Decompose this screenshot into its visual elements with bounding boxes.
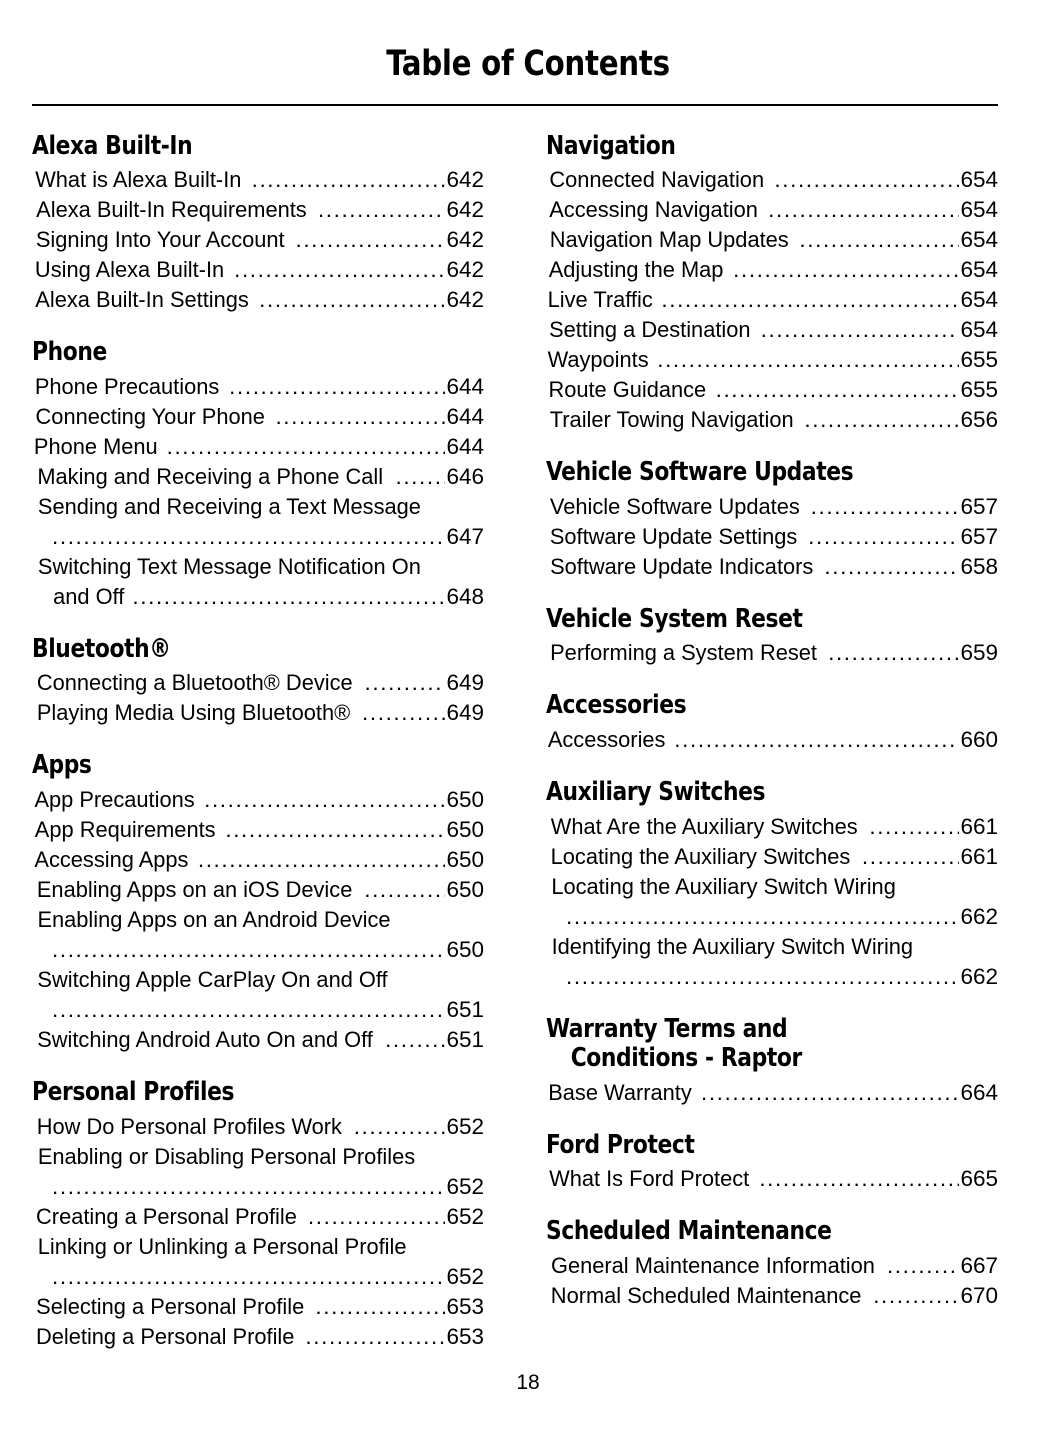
toc-entry[interactable]	[32, 1292, 484, 1322]
dot-leader	[308, 1202, 446, 1232]
toc-entry[interactable]	[32, 875, 484, 905]
toc-entry-title: Phone Precautions	[34, 373, 220, 399]
toc-entry[interactable]	[32, 1202, 484, 1232]
dot-leader	[733, 255, 959, 285]
dot-leader	[315, 1292, 445, 1322]
toc-entry[interactable]	[32, 462, 484, 492]
toc-page-number: 662	[960, 903, 998, 929]
toc-page-number: 655	[960, 377, 998, 403]
toc-entry[interactable]	[546, 932, 998, 992]
toc-entry-title-line	[32, 905, 484, 935]
toc-entry-title: Trailer Towing Navigation	[549, 407, 794, 433]
toc-entry[interactable]	[546, 872, 998, 932]
toc-entry-title: Normal Scheduled Maintenance	[550, 1282, 862, 1308]
dot-leader	[674, 725, 959, 755]
toc-page-number: 650	[446, 937, 484, 963]
toc-page-number: 650	[446, 817, 484, 843]
dot-leader	[252, 165, 446, 195]
toc-page-number: 665	[960, 1166, 998, 1192]
toc-page-number: 644	[446, 373, 484, 399]
toc-page-number: 649	[446, 700, 484, 726]
toc-page-number: 661	[960, 813, 998, 839]
toc-page-number: 657	[960, 493, 998, 519]
toc-page-number: 646	[446, 463, 484, 489]
toc-entry[interactable]	[32, 402, 484, 432]
dot-leader	[362, 698, 445, 728]
toc-entry[interactable]	[546, 405, 998, 435]
toc-entry[interactable]	[32, 492, 484, 552]
dot-leader	[824, 552, 959, 582]
toc-entry-title: What Are the Auxiliary Switches	[550, 813, 858, 839]
dot-leader	[259, 285, 445, 315]
toc-entry-title: General Maintenance Information	[551, 1252, 875, 1278]
page-title: Table of Contents	[386, 44, 670, 84]
dot-leader	[167, 432, 446, 462]
toc-entry[interactable]	[32, 845, 484, 875]
toc-page-number: 650	[446, 847, 484, 873]
toc-entry-title: Accessories	[547, 727, 666, 753]
toc-page-number: 654	[960, 317, 998, 343]
dot-leader	[52, 995, 445, 1025]
toc-entry-title: Playing Media Using Bluetooth®	[36, 700, 351, 726]
toc-entry[interactable]	[546, 195, 998, 225]
dot-leader	[716, 375, 960, 405]
dot-leader	[198, 845, 446, 875]
toc-columns	[32, 132, 998, 1352]
toc-entry[interactable]	[32, 1142, 484, 1202]
toc-page-number: 653	[446, 1323, 484, 1349]
toc-section	[32, 635, 484, 729]
section-heading-line: Conditions - Raptor	[570, 1043, 802, 1074]
toc-entry[interactable]	[32, 285, 484, 315]
toc-entry-title: What is Alexa Built-In	[35, 167, 242, 193]
toc-entry[interactable]	[32, 1232, 484, 1292]
toc-entry[interactable]	[546, 1281, 998, 1311]
toc-entry-title: Enabling Apps on an Android Device	[37, 907, 391, 933]
toc-entry-title: Deleting a Personal Profile	[35, 1323, 295, 1349]
toc-entry[interactable]	[32, 195, 484, 225]
toc-entry-title: Selecting a Personal Profile	[36, 1293, 305, 1319]
toc-page-number: 657	[960, 523, 998, 549]
toc-entry[interactable]	[546, 375, 998, 405]
dot-leader	[234, 255, 445, 285]
section-heading-line: Warranty Terms and	[546, 1013, 788, 1044]
dot-leader	[661, 285, 959, 315]
toc-page-number: 656	[960, 407, 998, 433]
section-heading: Personal Profiles	[32, 1077, 235, 1108]
toc-page-number: 642	[446, 167, 484, 193]
toc-page-number: 662	[960, 963, 998, 989]
toc-page-number: 660	[960, 727, 998, 753]
toc-section	[546, 1015, 998, 1108]
dot-leader	[365, 668, 446, 698]
section-heading: Alexa Built-In	[32, 130, 193, 161]
toc-section	[546, 1131, 998, 1195]
toc-entry[interactable]	[546, 315, 998, 345]
toc-entry[interactable]	[546, 842, 998, 872]
dot-leader	[318, 195, 446, 225]
toc-entry-title-line	[32, 492, 484, 522]
toc-entry-title: Identifying the Auxiliary Switch Wiring	[551, 933, 914, 959]
toc-entry[interactable]	[32, 432, 484, 462]
toc-page-number: 670	[960, 1282, 998, 1308]
toc-entry-title: Adjusting the Map	[548, 257, 724, 283]
dot-leader	[759, 1164, 959, 1194]
toc-page-number: 654	[960, 257, 998, 283]
dot-leader	[701, 1078, 959, 1108]
section-heading: Scheduled Maintenance	[546, 1216, 832, 1247]
toc-page-number: 642	[446, 257, 484, 283]
page-number: 18	[516, 1371, 540, 1394]
toc-entry[interactable]	[32, 372, 484, 402]
toc-page-number: 642	[446, 197, 484, 223]
dot-leader	[275, 402, 445, 432]
toc-section	[546, 778, 998, 992]
toc-entry[interactable]	[32, 255, 484, 285]
dot-leader	[566, 962, 959, 992]
toc-entry[interactable]	[546, 285, 998, 315]
toc-entry-title: Locating the Auxiliary Switches	[550, 843, 851, 869]
toc-entry-title: Connected Navigation	[549, 167, 765, 193]
section-heading: Vehicle System Reset	[546, 603, 803, 634]
toc-entry-title: Navigation Map Updates	[549, 227, 789, 253]
toc-entry-title: Accessing Apps	[34, 847, 189, 873]
toc-page-number: 652	[446, 1203, 484, 1229]
toc-entry[interactable]	[32, 965, 484, 1025]
toc-page-number: 652	[446, 1173, 484, 1199]
toc-entry[interactable]	[32, 552, 484, 612]
dot-leader	[385, 1025, 445, 1055]
dot-leader	[768, 195, 959, 225]
toc-entry-title: Accessing Navigation	[549, 197, 758, 223]
toc-entry-title: Connecting Your Phone	[35, 403, 265, 429]
dot-leader	[295, 225, 445, 255]
section-heading: Apps	[32, 750, 92, 781]
toc-entry[interactable]	[32, 668, 484, 698]
dot-leader	[887, 1251, 960, 1281]
toc-page-number: 649	[446, 670, 484, 696]
toc-entry[interactable]	[32, 1112, 484, 1142]
toc-entry[interactable]	[32, 698, 484, 728]
title-divider	[32, 104, 998, 106]
toc-entry-title: Performing a System Reset	[550, 640, 817, 666]
toc-page-number: 644	[446, 433, 484, 459]
toc-entry-title: Using Alexa Built-In	[34, 257, 225, 283]
toc-entry-title-line	[32, 1142, 484, 1172]
toc-section	[32, 751, 484, 1055]
toc-entry-title: Software Update Settings	[549, 523, 798, 549]
toc-entry-title: Enabling Apps on an iOS Device	[36, 877, 353, 903]
dot-leader	[811, 492, 960, 522]
dot-leader	[52, 1172, 445, 1202]
toc-entry-leader-line	[546, 902, 998, 932]
toc-entry-title: Switching Apple CarPlay On and Off	[37, 967, 388, 993]
dot-leader	[52, 935, 445, 965]
toc-page-number: 658	[960, 553, 998, 579]
toc-entry[interactable]	[32, 815, 484, 845]
toc-entry[interactable]	[32, 905, 484, 965]
toc-entry-title: Software Update Indicators	[550, 553, 814, 579]
toc-entry-leader-line	[32, 582, 484, 612]
toc-page-number: 654	[960, 167, 998, 193]
toc-entry-title: What Is Ford Protect	[549, 1166, 750, 1192]
section-heading: Accessories	[546, 690, 687, 721]
toc-entry[interactable]	[32, 225, 484, 255]
toc-entry-leader-line	[32, 1262, 484, 1292]
section-heading: Phone	[32, 337, 107, 368]
toc-page-number: 651	[446, 997, 484, 1023]
dot-leader	[828, 638, 959, 668]
toc-entry-title: Linking or Unlinking a Personal Profile	[37, 1233, 407, 1259]
dot-leader	[52, 522, 445, 552]
dot-leader	[799, 225, 959, 255]
section-heading: Navigation	[546, 130, 676, 161]
toc-entry-title-line	[32, 1232, 484, 1262]
dot-leader	[225, 815, 445, 845]
section-heading: Auxiliary Switches	[546, 777, 766, 808]
dot-leader	[804, 405, 959, 435]
dot-leader	[395, 462, 445, 492]
toc-entry-title: Enabling or Disabling Personal Profiles	[37, 1143, 416, 1169]
dot-leader	[869, 812, 959, 842]
toc-entry-leader-line	[32, 522, 484, 552]
toc-page-number: 659	[960, 640, 998, 666]
toc-page-number: 654	[960, 287, 998, 313]
toc-entry-title: Making and Receiving a Phone Call	[37, 463, 384, 489]
toc-entry[interactable]	[32, 165, 484, 195]
dot-leader	[229, 372, 445, 402]
toc-entry-title: Route Guidance	[548, 377, 707, 403]
toc-entry-title: Connecting a Bluetooth® Device	[36, 670, 353, 696]
toc-page-number: 653	[446, 1293, 484, 1319]
toc-entry[interactable]	[546, 492, 998, 522]
toc-entry-leader-line	[32, 995, 484, 1025]
toc-entry-title: Switching Android Auto On and Off	[37, 1027, 373, 1053]
toc-entry[interactable]	[546, 725, 998, 755]
toc-entry[interactable]	[32, 1322, 484, 1352]
toc-entry-title: App Requirements	[34, 817, 216, 843]
toc-section	[32, 338, 484, 612]
toc-entry-title-continuation: and Off	[53, 583, 125, 609]
toc-entry-title: Switching Text Message Notification On	[37, 553, 421, 579]
toc-entry[interactable]	[546, 1251, 998, 1281]
toc-page-number: 661	[960, 843, 998, 869]
toc-section	[546, 1217, 998, 1311]
toc-page-number: 655	[960, 347, 998, 373]
toc-entry[interactable]	[546, 638, 998, 668]
toc-entry-title: Sending and Receiving a Text Message	[37, 493, 421, 519]
toc-entry[interactable]	[546, 1078, 998, 1108]
toc-page-number: 650	[446, 787, 484, 813]
toc-entry[interactable]	[546, 165, 998, 195]
toc-section	[546, 458, 998, 582]
toc-entry-leader-line	[546, 962, 998, 992]
toc-page-number: 647	[446, 523, 484, 549]
dot-leader	[566, 902, 959, 932]
toc-entry-title: How Do Personal Profiles Work	[36, 1113, 342, 1139]
toc-section	[32, 132, 484, 316]
toc-page-number: 642	[446, 227, 484, 253]
toc-entry-leader-line	[32, 935, 484, 965]
toc-section	[546, 132, 998, 436]
toc-entry-title: App Precautions	[34, 787, 195, 813]
toc-section	[32, 1078, 484, 1352]
toc-entry[interactable]	[32, 785, 484, 815]
toc-entry-title: Live Traffic	[547, 287, 653, 313]
toc-entry-title: Signing Into Your Account	[35, 227, 285, 253]
toc-entry[interactable]	[546, 522, 998, 552]
dot-leader	[774, 165, 959, 195]
section-heading: Vehicle Software Updates	[546, 457, 854, 488]
dot-leader	[657, 345, 959, 375]
toc-page-number: 642	[446, 287, 484, 313]
toc-entry-title: Alexa Built-In Settings	[35, 287, 249, 313]
dot-leader	[52, 1262, 445, 1292]
toc-entry-title-line	[32, 552, 484, 582]
dot-leader	[354, 1112, 446, 1142]
toc-entry-leader-line	[32, 1172, 484, 1202]
toc-entry-title: Creating a Personal Profile	[36, 1203, 297, 1229]
toc-page-number: 651	[446, 1027, 484, 1053]
toc-entry-title: Vehicle Software Updates	[549, 493, 800, 519]
toc-page-number: 648	[446, 583, 484, 609]
dot-leader	[204, 785, 445, 815]
toc-page-number: 664	[960, 1079, 998, 1105]
dot-leader	[808, 522, 959, 552]
toc-entry[interactable]	[546, 552, 998, 582]
toc-entry-title: Locating the Auxiliary Switch Wiring	[551, 873, 896, 899]
toc-section	[546, 605, 998, 669]
dot-leader	[873, 1281, 959, 1311]
dot-leader	[364, 875, 445, 905]
toc-entry[interactable]	[546, 225, 998, 255]
toc-page-number: 654	[960, 227, 998, 253]
toc-page-number: 650	[446, 877, 484, 903]
toc-section	[546, 691, 998, 755]
toc-column-right	[546, 132, 998, 1311]
dot-leader	[132, 582, 445, 612]
toc-entry[interactable]	[32, 1025, 484, 1055]
toc-entry-title: Alexa Built-In Requirements	[36, 197, 307, 223]
toc-page-number: 667	[960, 1252, 998, 1278]
toc-entry-title-line	[546, 872, 998, 902]
section-heading: Ford Protect	[546, 1129, 695, 1160]
toc-entry-title: Phone Menu	[33, 433, 158, 459]
dot-leader	[305, 1322, 445, 1352]
toc-column-left	[32, 132, 484, 1352]
section-heading	[546, 1015, 975, 1074]
toc-entry-title: Setting a Destination	[549, 317, 751, 343]
toc-entry-title-line	[32, 965, 484, 995]
toc-page-number: 652	[446, 1113, 484, 1139]
dot-leader	[862, 842, 960, 872]
section-heading: Bluetooth®	[32, 633, 171, 664]
toc-entry[interactable]	[546, 255, 998, 285]
toc-page-number: 652	[446, 1263, 484, 1289]
toc-entry-title-line	[546, 932, 998, 962]
toc-entry[interactable]	[546, 812, 998, 842]
toc-entry[interactable]	[546, 1164, 998, 1194]
toc-page-number: 644	[446, 403, 484, 429]
toc-page-number: 654	[960, 197, 998, 223]
toc-entry-title: Waypoints	[547, 347, 649, 373]
dot-leader	[761, 315, 960, 345]
toc-entry-title: Base Warranty	[548, 1079, 692, 1105]
toc-entry[interactable]	[546, 345, 998, 375]
